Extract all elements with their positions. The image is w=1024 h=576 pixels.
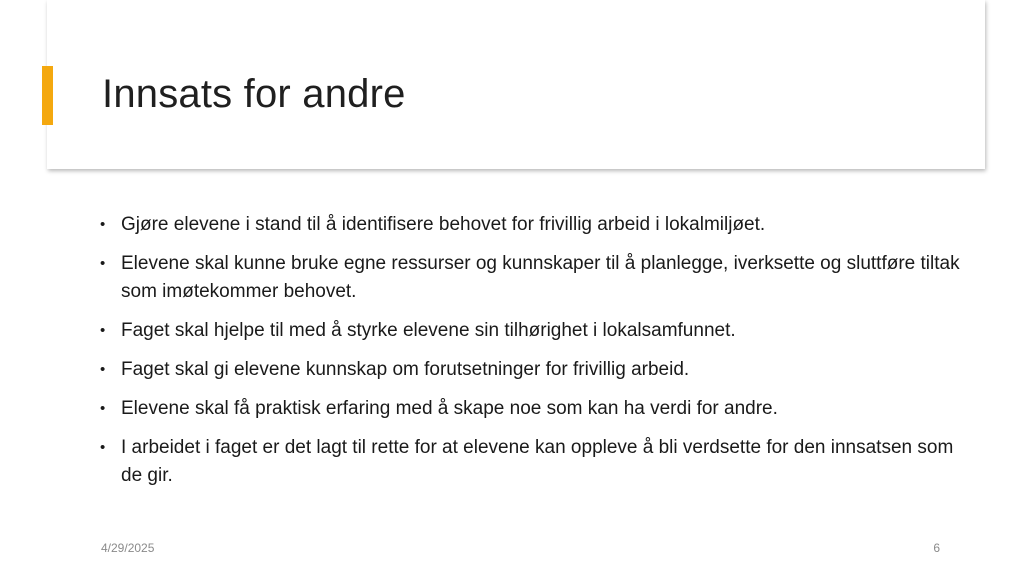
bullet-item	[100, 395, 960, 423]
bullet-item	[100, 434, 960, 490]
title-accent-bar	[42, 66, 53, 125]
bullet-text: Faget skal hjelpe til med å styrke elevene sin tilhørighet i lokalsamfunnet.	[121, 320, 736, 341]
bullet-text: I arbeidet i faget er det lagt til rette for at elevene kan oppleve å bli verdsette for den innsatsen som de gir.	[121, 437, 954, 486]
bullet-item	[100, 250, 960, 306]
bullet-text: Elevene skal kunne bruke egne ressurser og kunnskaper til å planlegge, iverksette og sluttføre tiltak som imøtekommer behovet.	[121, 253, 960, 302]
bullet-text: Elevene skal få praktisk erfaring med å skape noe som kan ha verdi for andre.	[121, 398, 778, 419]
bullet-text: Faget skal gi elevene kunnskap om forutsetninger for frivillig arbeid.	[121, 359, 690, 380]
bullet-list	[100, 211, 960, 501]
bullet-marker: •	[100, 255, 106, 272]
bullet-item	[100, 211, 960, 239]
bullet-marker: •	[100, 216, 106, 233]
bullet-marker: •	[100, 439, 106, 456]
bullet-text: Gjøre elevene i stand til å identifisere behovet for frivillig arbeid i lokalmiljøet.	[121, 214, 766, 235]
slide-title: Innsats for andre	[102, 72, 406, 116]
bullet-marker: •	[100, 322, 106, 339]
bullet-marker: •	[100, 361, 106, 378]
bullet-item	[100, 317, 960, 345]
bullet-item	[100, 356, 960, 384]
footer-date: 4/29/2025	[101, 541, 155, 555]
bullet-marker: •	[100, 400, 106, 417]
footer-page-number: 6	[933, 541, 940, 555]
